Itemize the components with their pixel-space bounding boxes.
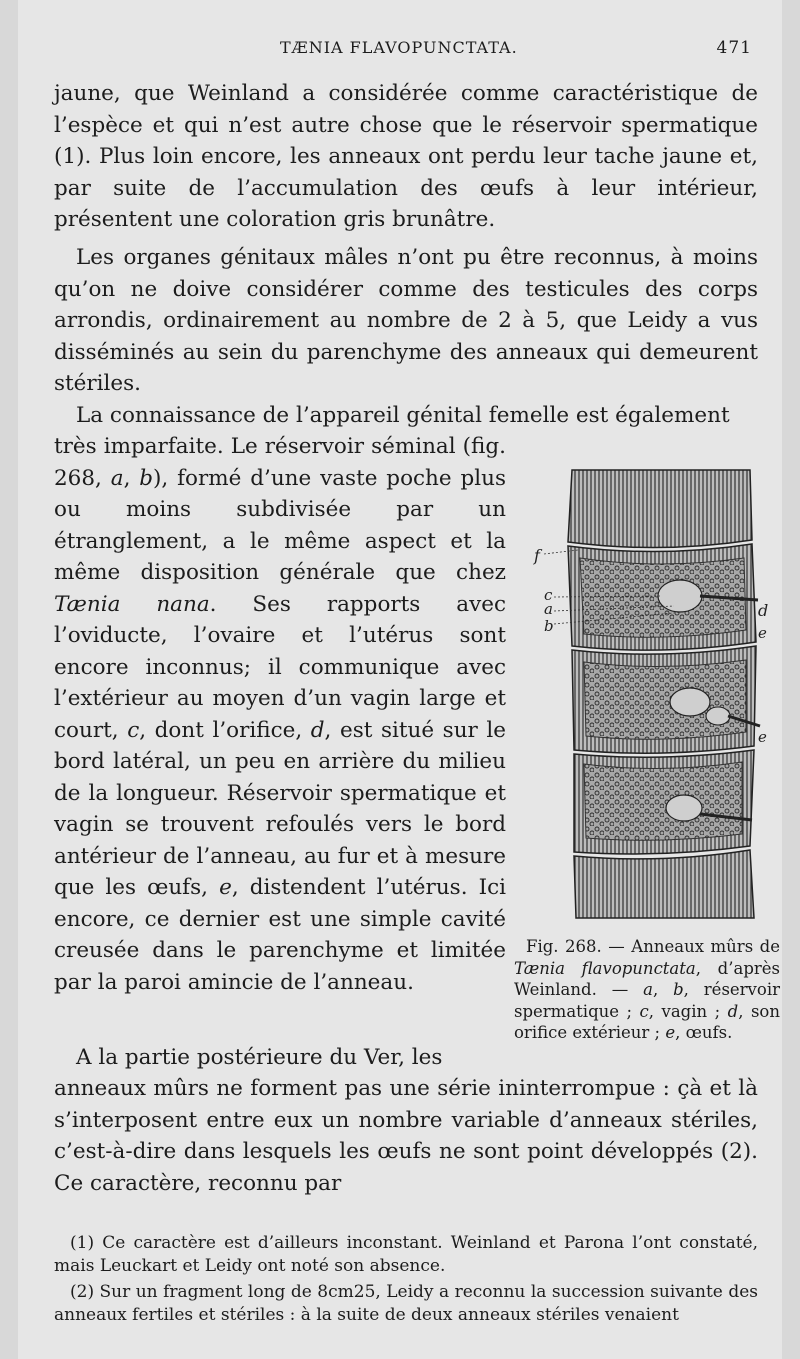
running-title: TÆNIA FLAVOPUNCTATA. [280,38,518,57]
book-page [18,0,782,1359]
receptacle-1 [658,580,702,612]
label-f: f [534,546,540,565]
footnote-2: (2) Sur un fragment long de 8cm25, Leidy a reconnu la succession suivante des anneaux fertiles et stériles : à la suite de deux anneaux stériles venaient [54,1282,758,1325]
uterus-2 [584,660,746,739]
uterus-3 [584,762,742,840]
receptacle-2 [670,688,710,716]
page-number: 471 [716,38,752,58]
label-e-1: e [758,624,767,642]
label-a: a [544,600,553,618]
figure-268 [514,466,780,1086]
footnote-1: (1) Ce caractère est d’ailleurs inconstant. Weinland et Parona l’ont constaté, mais Leuckart et Leidy ont noté son absence. [54,1233,758,1276]
paragraph-3-column: très imparfaite. Le réservoir séminal (fig. 268, a, b), formé d’une vaste poche plus ou moins subdivisée par un étranglement, a le même aspect et la même disposition générale que chez Tænia nana. Ses rapports avec l’oviducte, l’ovaire et l’utérus sont encore inconnus; il communique avec l’extérieur au moyen d’un vagin large et court, c, dont l’orifice, d, est situé sur le bord latéral, un peu en arrière du milieu de la longueur. Réservoir spermatique et vagin se trouvent refoulés vers le bord antérieur de l’anneau, au fur et à mesure que les œufs, e, distendent l’utérus. Ici encore, ce dernier est une simple cavité creusée dans le parenchyme et limitée par la paroi amincie de l’anneau. [54,434,507,995]
label-c: c [544,586,553,604]
segment-top [568,470,752,548]
running-head [18,38,782,62]
segment-bottom [574,850,754,918]
receptacle-3 [666,795,702,821]
paragraph-1: jaune, que Weinland a considérée comme caractéristique de l’espèce et qui n’est autre chose que le réservoir spermatique (1). Plus loin encore, les anneaux ont perdu leur tache jaune et, par suite de l’accumulation des œufs à leur intérieur, présentent une coloration gris brunâtre. [54,81,758,232]
paragraph-3-start: La connaissance de l’appareil génital femelle est également [76,403,730,428]
species-name: Tænia nana [54,591,210,617]
figure-caption: Fig. 268. — Anneaux mûrs de Tænia flavopunctata, d’après Weinland. — a, b, réservoir spermatique ; c, vagin ; d, son orifice extérieur ; e, œufs. [514,937,780,1042]
tapeworm-segments-illustration [514,466,780,926]
paragraph-4-continued: anneaux mûrs ne forment pas une série ininterrompue : çà et là s’interposent entre eux un nombre variable d’anneaux stériles, c’est-à-dire dans lesquels les œufs ne sont point développés (2). Ce caractère, reconnu par [54,1076,758,1196]
paragraph-2: Les organes génitaux mâles n’ont pu être reconnus, à moins qu’on ne doive considérer comme des testicules des corps arrondis, ordinairement au nombre de 2 à 5, que Leidy a vus disséminés au sein du parenchyme des anneaux qui demeurent stériles. [54,245,758,396]
label-b: b [544,617,554,635]
label-d: d [758,601,769,620]
label-e-2: e [758,728,767,746]
footnotes [54,1232,758,1327]
receptacle-2b [706,707,730,725]
paragraph-4-start: A la partie postérieure du Ver, les [76,1045,443,1070]
